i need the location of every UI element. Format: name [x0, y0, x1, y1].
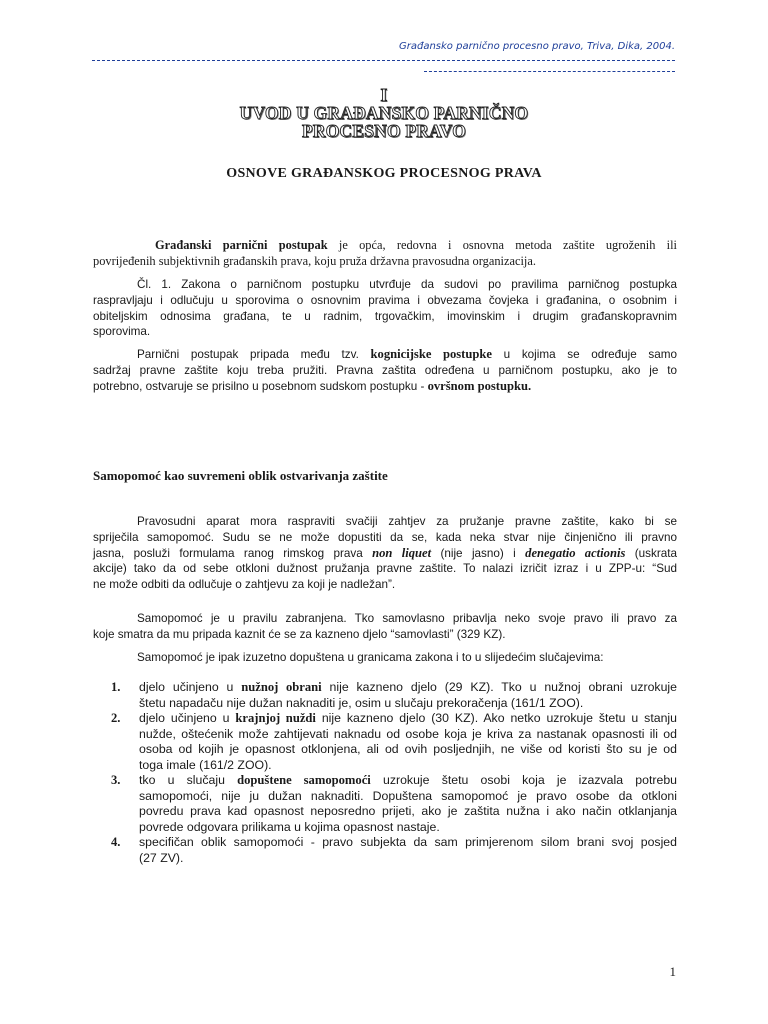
running-header: Građansko parnično procesno pravo, Triva, Dika, 2004.	[399, 41, 675, 52]
term-necessity: krajnjoj nuždi	[235, 711, 316, 725]
paragraph-1: Građanski parnični postupak je opća, redovna i osnovna metoda zaštite ugroženih ili povrijeđenih subjektivnih građanskih prava, koju pruža državna pravosudna organizacija.	[93, 238, 677, 268]
chapter-title-line-2: PROCESNO PRAVO	[301, 121, 467, 141]
term-denegatio-actionis: denegatio actionis	[525, 545, 626, 560]
chapter-heading	[0, 86, 768, 140]
paragraph-4: Pravosudni aparat mora raspraviti svačiji zahtjev za pružanje pravne zaštite, kako bi se spriječila samopomoć. Sudu se ne može dopustiti da se, kada neka stvar nije činjenično ili pravno jasna, posluži formulama ranog rimskog prava non liquet (nije jasno) i denegatio actionis (uskrata akcije) tako da od sebe otkloni dužnost pružanja pravne zaštite. To nalazi izričit izraz i u ZPP-u: “Sud ne može odbiti da odlučuje o zahtjevu za koji je nadležan”.	[93, 515, 677, 592]
paragraph-6: Samopomoć je ipak izuzetno dopuštena u granicama zakona i to u slijedećim slučajevima:	[137, 651, 604, 664]
term-self-defence: nužnoj obrani	[241, 680, 322, 694]
page-number: 1	[669, 964, 676, 979]
header-divider-short	[424, 71, 675, 72]
term-permitted-self-help: dopuštene samopomoći	[237, 773, 371, 787]
subheading: Samopomoć kao suvremeni oblik ostvarivanja zaštite	[93, 468, 388, 483]
term-cognition-procedures: kognicijske postupke	[370, 347, 492, 361]
header-divider	[92, 60, 675, 61]
document-page: Građansko parnično procesno pravo, Triva, Dika, 2004. I UVOD U GRAĐANSKO PARNIČNO PROCESNO PRAVO OSNOVE GRAĐANSKOG PROCESNOG PRAVA Građanski parnični postupak je opća, redovna i osnovna metoda zaštite ugroženih ili povrijeđenih subjektivnih građanskih prava, koju pruža državna pravosudna organizacija. Čl. 1. Zakona o parničnom postupku utvrđuje da sudovi po pravilima parničnog postupka raspravljaju i odlučuju u sporovima o osnovnim pravima i obvezama čovjeka i građanina, o osobnim i obiteljskim odnosima građana, te u radnim, trgovačkim, imovinskim i drugim građanskopravnim sporovima. Parnični postupak pripada među tzv. kognicijske postupke u kojima se određuje samo sadržaj pravne zaštite koju treba pružiti. Pravna zaštita određena u parničnom postupku, ako je to potrebno, ostvaruje se prisilno u posebnom sudskom postupku - ovršnom postupku. Samopomoć kao suvremeni oblik ostvarivanja zaštite Pravosudni aparat mora raspraviti svačiji zahtjev za pružanje pravne zaštite, kako bi se spriječila samopomoć. Sudu se ne može dopustiti da se, kada neka stvar nije činjenično ili pravno jasna, posluži formulama ranog rimskog prava non liquet (nije jasno) i denegatio actionis (uskrata akcije) tako da od sebe otkloni dužnost pružanja pravne zaštite. To nalazi izričit izraz i u ZPP-u: “Sud ne može odbiti da odlučuje o zahtjevu za koji je nadležan”. Samopomoć je u pravilu zabranjena. Tko samovlasno pribavlja neko svoje pravo ili pravo za koje smatra da mu pripada kaznit će se za kazneno djelo “samovlasti” (329 KZ). Samopomoć je ipak izuzetno dopuštena u granicama zakona i to u slijedećim slučajevima: 1. djelo učinjeno u nužnoj obrani nije kazneno djelo (29 KZ). Tko u nužnoj obrani uzrokuje štetu napadaču nije dužan naknaditi je, osim u slučaju prekoračenja (161/1 ZOO). 2. djelo učinjeno u krajnjoj nuždi nije kazneno djelo (30 KZ). Ako netko uzrokuje štetu u stanju nužde, oštećenik može zahtijevati naknadu od osobe koja je kriva za nastanak opasnosti ili od osoba od kojih je opasnost otklonjena, ali od ovih posljednjih, ne više od koristi što su je od toga imale (161/2 ZOO). 3. tko u slučaju dopuštene samopomoći uzrokuje štetu osobi koja je izazvala potrebu samopomoći, nije ju dužan naknaditi. Dopuštena samopomoć je pravo osobe da otkloni povredu prava kad opasnost neposredno prijeti, ako je zaštita nužna i ako način otklanjanja povrede odgovara prilikama u kojima opasnost nastaje. 4. specifičan oblik samopomoći - pravo subjekta da sam primjerenom silom brani svoj posjed (27 ZV). 1	[0, 0, 768, 1024]
paragraph-5: Samopomoć je u pravilu zabranjena. Tko samovlasno pribavlja neko svoje pravo ili pravo za koje smatra da mu pripada kaznit će se za kazneno djelo “samovlasti” (329 KZ).	[93, 612, 677, 641]
chapter-title-line-1: UVOD U GRAĐANSKO PARNIČNO	[239, 103, 529, 123]
section-title: OSNOVE GRAĐANSKOG PROCESNOG PRAVA	[226, 166, 542, 181]
term-non-liquet: non liquet	[372, 545, 432, 560]
term-enforcement-procedure: ovršnom postupku.	[427, 378, 532, 393]
paragraph-2: Čl. 1. Zakona o parničnom postupku utvrđuje da sudovi po pravilima parničnog postupka raspravljaju i odlučuju u sporovima o osnovnim pravima i obvezama čovjeka i građanina, o osobnim i obiteljskim odnosima građana, te u radnim, trgovačkim, imovinskim i drugim građanskopravnim sporovima.	[93, 278, 677, 339]
term-civil-procedure: Građanski parnični postupak	[155, 238, 328, 252]
chapter-number: I	[380, 85, 388, 105]
paragraph-3: Parnični postupak pripada među tzv. kognicijske postupke u kojima se određuje samo sadržaj pravne zaštite koju treba pružiti. Pravna zaštita određena u parničnom postupku, ako je to potrebno, ostvaruje se prisilno u posebnom sudskom postupku - ovršnom postupku.	[93, 347, 678, 393]
